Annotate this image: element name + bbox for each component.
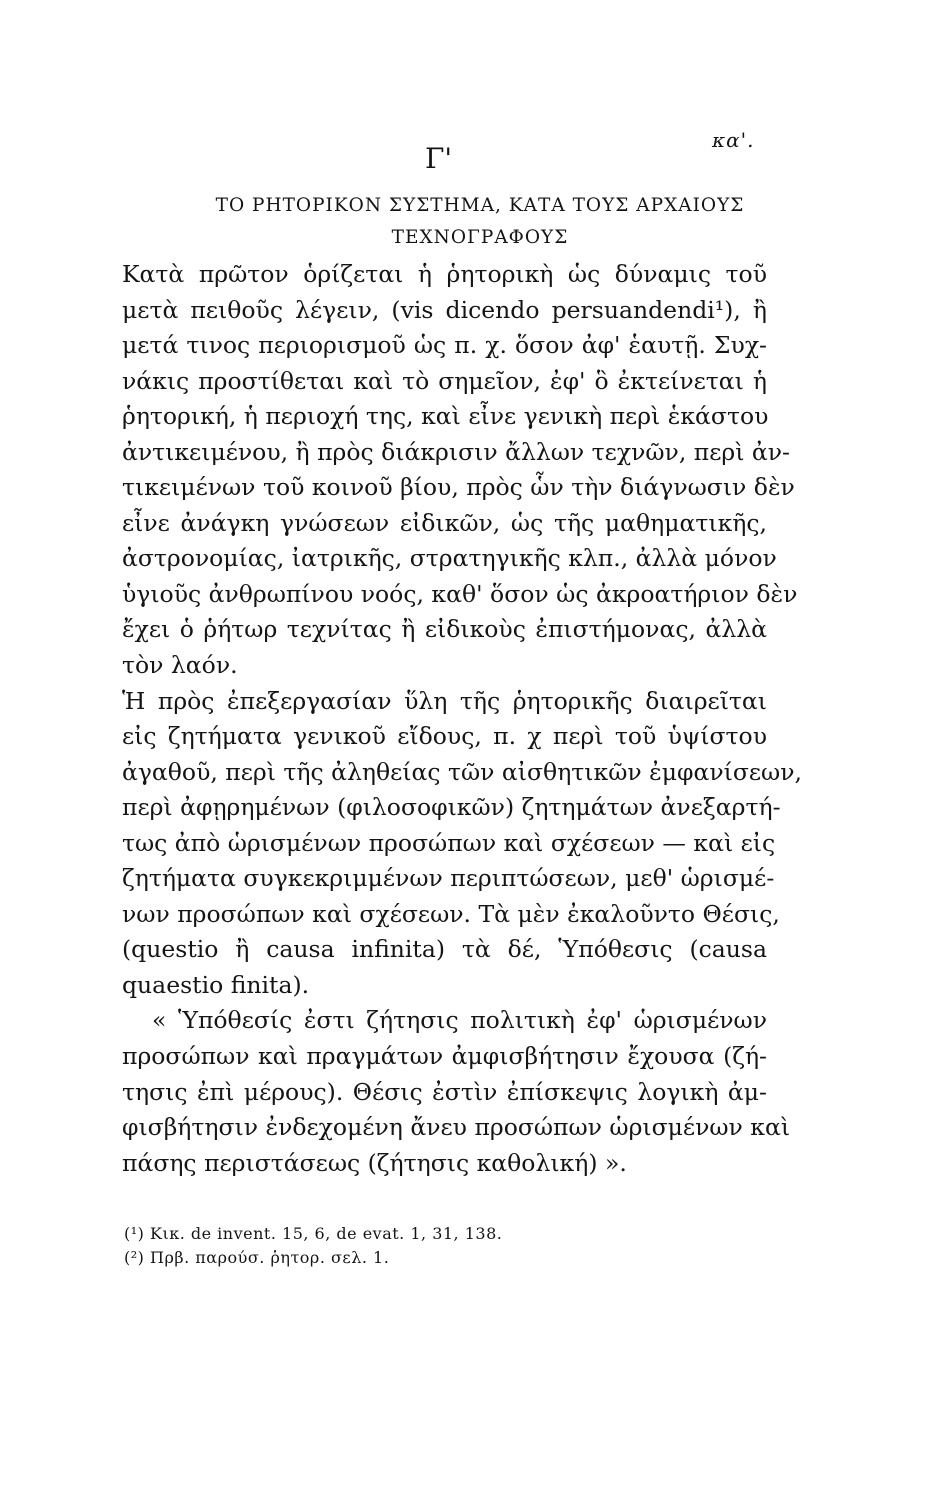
chapter-title-line-2: ΤΕΧΝΟΓΡΑΦΟΥΣ xyxy=(391,227,569,248)
text-line: εἰς ζητήματα γενικοῦ εἴδους, π. χ περὶ τοῦ ὑψίστου xyxy=(122,722,767,751)
page-number: κα'. xyxy=(712,128,755,152)
section-number: Γ' xyxy=(425,142,453,175)
text-line: ἔχει ὁ ῥήτωρ τεχνίτας ἢ εἰδικοὺς ἐπιστήμονας, ἀλλὰ xyxy=(122,615,767,644)
text-line: Κατὰ πρῶτον ὁρίζεται ἡ ῥητορικὴ ὡς δύναμις τοῦ xyxy=(122,260,767,288)
text-line: τως ἀπὸ ὡρισμένων προσώπων καὶ σχέσεων — καὶ εἰς xyxy=(122,828,776,857)
chapter-title xyxy=(120,190,840,254)
text-line: εἶνε ἀνάγκη γνώσεων εἰδικῶν, ὡς τῆς μαθηματικῆς, xyxy=(122,508,767,537)
text-line: φισβήτησιν ἐνδεχομένη ἄνευ προσώπων ὡρισμένων καὶ xyxy=(122,1113,791,1142)
footnote-2: (²) Πρβ. παρούσ. ῥητορ. σελ. 1. xyxy=(124,1248,390,1267)
text-line: Ἡ πρὸς ἐπεξεργασίαν ὕλη τῆς ῥητορικῆς διαιρεῖται xyxy=(122,686,767,715)
text-line: προσώπων καὶ πραγμάτων ἀμφισβήτησιν ἔχουσα (ζή- xyxy=(122,1042,767,1071)
text-line: μετὰ πειθοῦς λέγειν, (vis dicendo persuandendi¹), ἢ xyxy=(122,295,767,324)
text-line: quaestio finita). xyxy=(122,970,310,999)
text-line: ὑγιοῦς ἀνθρωπίνου νοός, καθ' ὅσον ὡς ἀκροατήριον δὲν xyxy=(122,579,798,608)
text-line: τικειμένων τοῦ κοινοῦ βίου, πρὸς ὧν τὴν διάγνωσιν δὲν xyxy=(122,473,795,502)
text-line: ἀγαθοῦ, περὶ τῆς ἀληθείας τῶν αἰσθητικῶν ἐμφανίσεων, xyxy=(122,757,802,786)
text-line: τὸν λαόν. xyxy=(122,651,238,680)
footnote-1: (¹) Κικ. de invent. 15, 6, de evat. 1, 31, 138. xyxy=(124,1224,503,1243)
text-line: (questio ἢ causa infinita) τὰ δέ, Ὑπόθεσις (causa xyxy=(122,935,767,964)
text-line: τησις ἐπὶ μέρους). Θέσις ἐστὶν ἐπίσκεψις λογικὴ ἀμ- xyxy=(122,1077,767,1106)
text-line: νων προσώπων καὶ σχέσεων. Τὰ μὲν ἐκαλοῦντο Θέσις, xyxy=(122,899,780,928)
text-line: πάσης περιστάσεως (ζήτησις καθολική) ». xyxy=(122,1148,627,1177)
text-line: μετά τινος περιορισμοῦ ὡς π. χ. ὅσον ἀφ' ἑαυτῇ. Συχ- xyxy=(122,331,767,360)
text-line: ζητήματα συγκεκριμμένων περιπτώσεων, μεθ' ὡρισμέ- xyxy=(122,864,775,893)
text-line: « Ὑπόθεσίς ἐστι ζήτησις πολιτικὴ ἐφ' ὡρισμένων xyxy=(152,1006,767,1035)
text-line: περὶ ἀφῃρημένων (φιλοσοφικῶν) ζητημάτων ἀνεξαρτή- xyxy=(122,793,781,822)
text-line: ῥητορική, ἡ περιοχή της, καὶ εἶνε γενικὴ περὶ ἑκάστου xyxy=(122,402,769,431)
footnotes xyxy=(124,1222,502,1270)
body-text xyxy=(122,257,802,1181)
text-line: ἀντικειμένου, ἢ πρὸς διάκρισιν ἄλλων τεχνῶν, περὶ ἀν- xyxy=(122,437,790,466)
text-line: νάκις προστίθεται καὶ τὸ σημεῖον, ἐφ' ὃ ἐκτείνεται ἡ xyxy=(122,366,767,395)
chapter-title-line-1: ΤΟ ΡΗΤΟΡΙΚΟΝ ΣΥΣΤΗΜΑ, ΚΑΤΑ ΤΟΥΣ ΑΡΧΑΙΟΥΣ xyxy=(215,195,745,216)
text-line: ἀστρονομίας, ἰατρικῆς, στρατηγικῆς κλπ., ἀλλὰ μόνον xyxy=(122,544,777,573)
